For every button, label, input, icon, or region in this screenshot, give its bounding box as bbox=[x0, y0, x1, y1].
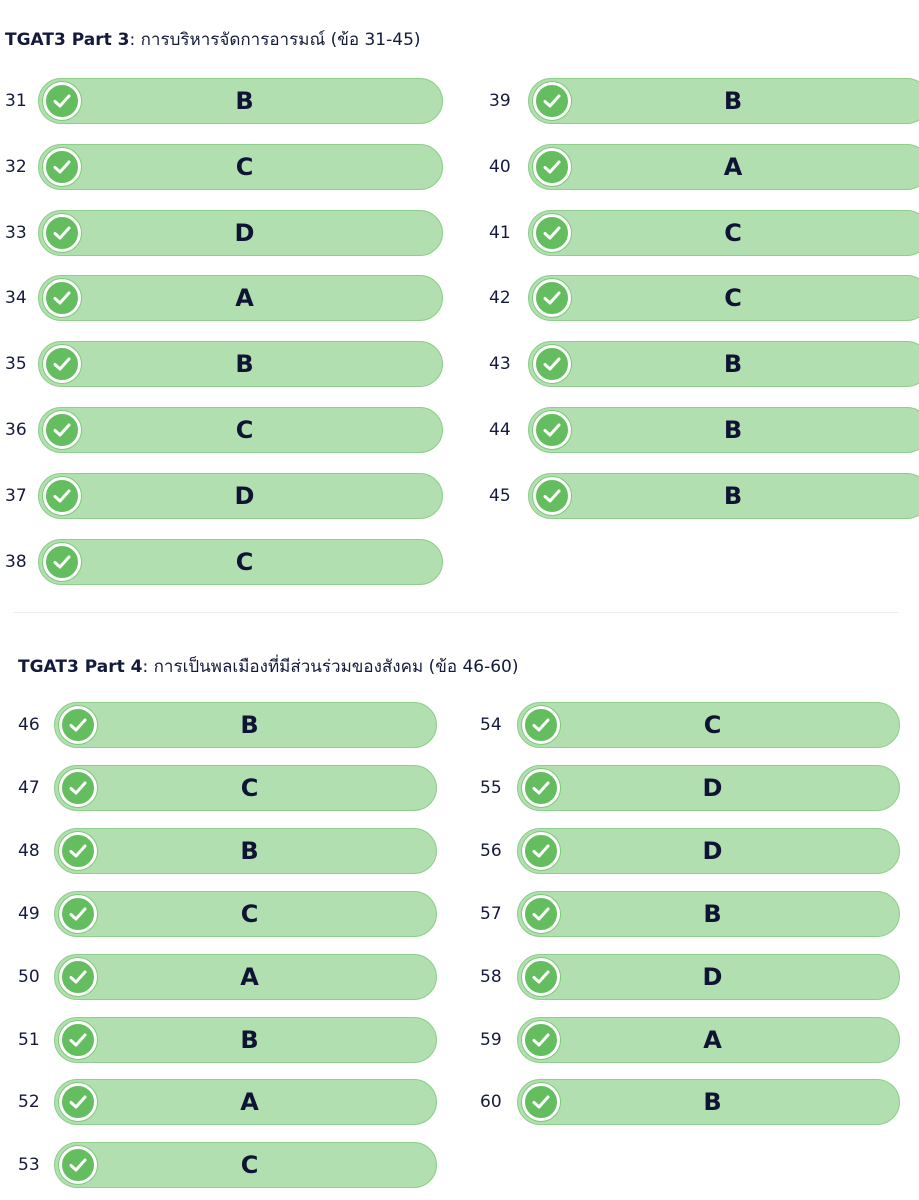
answer-pill bbox=[38, 539, 443, 585]
answer-letter: C bbox=[235, 153, 254, 181]
answer-pill bbox=[38, 210, 443, 256]
question-number: 53 bbox=[18, 1155, 40, 1175]
section-title bbox=[18, 653, 518, 680]
answer-pill bbox=[528, 275, 919, 321]
question-number: 34 bbox=[5, 288, 27, 308]
answer-letter: B bbox=[703, 1088, 722, 1116]
question-number: 51 bbox=[18, 1030, 40, 1050]
answer-letter: C bbox=[724, 219, 742, 247]
answer-pill bbox=[528, 210, 919, 256]
section-part-label: TGAT3 Part 4 bbox=[18, 657, 143, 677]
answer-row bbox=[489, 78, 919, 124]
answer-row bbox=[5, 275, 441, 321]
answer-pill bbox=[528, 341, 919, 387]
answer-row bbox=[489, 473, 919, 519]
question-number: 31 bbox=[5, 91, 27, 111]
answer-letter: D bbox=[234, 482, 255, 510]
answer-row bbox=[18, 702, 435, 748]
answer-letter: A bbox=[240, 1088, 259, 1116]
answer-row bbox=[480, 891, 898, 937]
section-title bbox=[5, 26, 421, 53]
answer-pill bbox=[517, 891, 900, 937]
question-number: 39 bbox=[489, 91, 511, 111]
section-title-text: : การบริหารจัดการอารมณ์ (ข้อ 31-45) bbox=[129, 30, 421, 50]
answer-letter: D bbox=[234, 219, 255, 247]
answer-pill bbox=[517, 1079, 900, 1125]
answer-letter: B bbox=[240, 711, 259, 739]
answer-row bbox=[480, 954, 898, 1000]
answer-pill bbox=[54, 891, 437, 937]
question-number: 57 bbox=[480, 904, 502, 924]
answer-letter: D bbox=[702, 774, 723, 802]
answer-row bbox=[5, 78, 441, 124]
answer-pill bbox=[54, 1142, 437, 1188]
answer-pill bbox=[517, 828, 900, 874]
answer-row bbox=[489, 144, 919, 190]
answer-pill bbox=[54, 1017, 437, 1063]
answer-row bbox=[18, 1017, 435, 1063]
answer-row bbox=[489, 407, 919, 453]
answer-letter: B bbox=[723, 482, 743, 510]
question-number: 41 bbox=[489, 223, 511, 243]
question-number: 37 bbox=[5, 486, 27, 506]
question-number: 33 bbox=[5, 223, 27, 243]
question-number: 46 bbox=[18, 715, 40, 735]
question-number: 40 bbox=[489, 157, 511, 177]
answer-pill bbox=[38, 78, 443, 124]
answer-row bbox=[5, 473, 441, 519]
question-number: 49 bbox=[18, 904, 40, 924]
answer-row bbox=[18, 1142, 435, 1188]
question-number: 55 bbox=[480, 778, 502, 798]
answer-letter: B bbox=[235, 87, 254, 115]
answer-pill bbox=[528, 144, 919, 190]
question-number: 60 bbox=[480, 1092, 502, 1112]
answer-row bbox=[480, 1079, 898, 1125]
answer-letter: C bbox=[235, 548, 254, 576]
question-number: 35 bbox=[5, 354, 27, 374]
answer-letter: B bbox=[723, 87, 743, 115]
answer-pill bbox=[54, 765, 437, 811]
answer-pill bbox=[38, 473, 443, 519]
answer-letter: B bbox=[723, 416, 743, 444]
answer-row bbox=[18, 891, 435, 937]
answer-pill bbox=[528, 407, 919, 453]
answer-row bbox=[5, 341, 441, 387]
question-number: 38 bbox=[5, 552, 27, 572]
answer-row bbox=[5, 210, 441, 256]
answer-row bbox=[18, 765, 435, 811]
question-number: 52 bbox=[18, 1092, 40, 1112]
answer-letter: C bbox=[240, 900, 259, 928]
answer-row bbox=[480, 828, 898, 874]
answer-pill bbox=[517, 1017, 900, 1063]
answer-row bbox=[480, 1017, 898, 1063]
question-number: 58 bbox=[480, 967, 502, 987]
answer-pill bbox=[517, 765, 900, 811]
question-number: 48 bbox=[18, 841, 40, 861]
question-number: 43 bbox=[489, 354, 511, 374]
answer-row bbox=[5, 539, 441, 585]
answer-letter: C bbox=[724, 284, 742, 312]
section-title-text: : การเป็นพลเมืองที่มีส่วนร่วมของสังคม (ข้อ 46-60) bbox=[142, 657, 519, 677]
answer-row bbox=[480, 702, 898, 748]
answer-letter: A bbox=[723, 153, 743, 181]
question-number: 56 bbox=[480, 841, 502, 861]
answer-letter: D bbox=[702, 837, 723, 865]
answer-letter: A bbox=[703, 1026, 722, 1054]
answer-letter: A bbox=[235, 284, 254, 312]
answer-row bbox=[18, 828, 435, 874]
question-number: 45 bbox=[489, 486, 511, 506]
answer-row bbox=[489, 210, 919, 256]
answer-pill bbox=[528, 78, 919, 124]
question-number: 59 bbox=[480, 1030, 502, 1050]
answer-letter: C bbox=[703, 711, 722, 739]
question-number: 54 bbox=[480, 715, 502, 735]
answer-row bbox=[18, 954, 435, 1000]
answer-letter: B bbox=[240, 837, 259, 865]
answer-pill bbox=[54, 702, 437, 748]
answer-pill bbox=[517, 702, 900, 748]
answer-pill bbox=[38, 341, 443, 387]
answer-letter: A bbox=[240, 963, 259, 991]
answer-letter: C bbox=[240, 1151, 259, 1179]
answer-row bbox=[489, 341, 919, 387]
question-number: 42 bbox=[489, 288, 511, 308]
section-divider bbox=[14, 612, 898, 613]
question-number: 32 bbox=[5, 157, 27, 177]
answer-pill bbox=[38, 407, 443, 453]
answer-pill bbox=[517, 954, 900, 1000]
answer-row bbox=[480, 765, 898, 811]
answer-letter: B bbox=[723, 350, 743, 378]
question-number: 36 bbox=[5, 420, 27, 440]
answer-letter: B bbox=[240, 1026, 259, 1054]
answer-letter: D bbox=[702, 963, 723, 991]
section-part-label: TGAT3 Part 3 bbox=[5, 30, 130, 50]
answer-row bbox=[5, 144, 441, 190]
answer-row bbox=[18, 1079, 435, 1125]
answer-pill bbox=[54, 828, 437, 874]
answer-pill bbox=[38, 275, 443, 321]
answer-pill bbox=[528, 473, 919, 519]
question-number: 47 bbox=[18, 778, 40, 798]
answer-row bbox=[489, 275, 919, 321]
answer-letter: C bbox=[235, 416, 254, 444]
answer-pill bbox=[54, 1079, 437, 1125]
answer-letter: B bbox=[703, 900, 722, 928]
answer-pill bbox=[54, 954, 437, 1000]
question-number: 44 bbox=[489, 420, 511, 440]
answer-row bbox=[5, 407, 441, 453]
answer-letter: C bbox=[240, 774, 259, 802]
answer-letter: B bbox=[235, 350, 254, 378]
answer-pill bbox=[38, 144, 443, 190]
question-number: 50 bbox=[18, 967, 40, 987]
